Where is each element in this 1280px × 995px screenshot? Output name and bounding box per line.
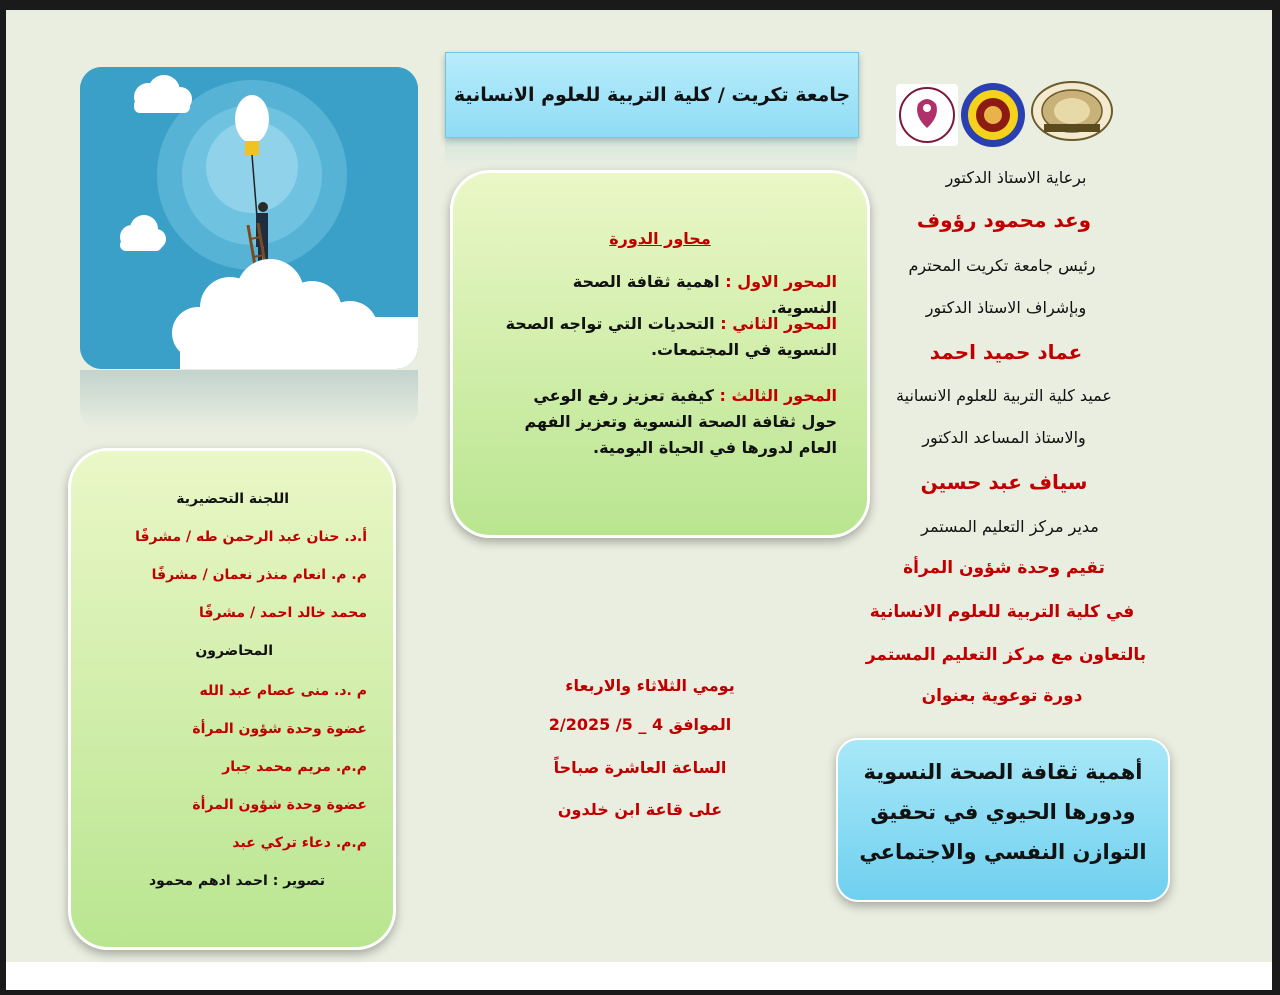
photography-credit: تصوير : احمد ادهم محمود [148, 873, 325, 889]
cooperation-line: بالتعاون مع مركز التعليم المستمر [865, 645, 1147, 665]
axis-text-2: التحديات التي تواجه الصحة النسوية في المجتمعات. [505, 314, 837, 359]
committee-member-3: محمد خالد احمد / مشرفًا [199, 605, 367, 621]
supervision-line: وبإشراف الاستاذ الدكتور [925, 298, 1087, 317]
title-banner [445, 52, 859, 138]
axis-text-1: اهمية ثقافة الصحة النسوية. [572, 272, 837, 317]
course-title-line-1: أهمية ثقافة الصحة النسوية [863, 760, 1143, 784]
schedule-days: يومي الثلاثاء والاربعاء [565, 676, 735, 695]
dean-title: عميد كلية التربية للعلوم الانسانية [896, 386, 1112, 405]
course-axes-box [450, 170, 870, 538]
title-text: جامعة تكريت / كلية التربية للعلوم الانسانية [453, 84, 851, 106]
director-name: سياف عبد حسين [920, 470, 1088, 494]
committee-member-1: أ.د. حنان عبد الرحمن طه / مشرفًا [135, 529, 367, 545]
illustration-reflection [80, 370, 418, 430]
committee-heading: اللجنة التحضيرية [176, 491, 289, 507]
axis-label-3: المحور الثالث : [719, 386, 837, 405]
course-intro: دورة توعوية بعنوان [921, 686, 1083, 706]
lecturer-3: م.م. دعاء تركي عبد [232, 835, 367, 851]
schedule-time: الساعة العاشرة صباحاً [553, 758, 727, 777]
title-reflection [445, 137, 857, 167]
committee-member-2: م. م. انعام منذر نعمان / مشرفًا [151, 567, 367, 583]
course-title-line-3: التوازن النفسي والاجتماعي [859, 840, 1147, 864]
lecturers-heading: المحاضرون [195, 643, 273, 659]
axis-label-1: المحور الاول : [725, 272, 837, 291]
axis-item-3 [503, 383, 837, 461]
schedule-date: الموافق 4 _ 5/ 2/2025 [548, 715, 732, 734]
lecturer-1: م .د. منى عصام عبد الله [199, 683, 367, 699]
university-logo [1030, 80, 1114, 142]
axis-item-2 [503, 311, 837, 363]
schedule-place: على قاعة ابن خلدون [557, 800, 723, 819]
president-title: رئيس جامعة تكريت المحترم [908, 256, 1096, 275]
axis-text-3: كيفية تعزيز رفع الوعي حول ثقافة الصحة النسوية وتعزيز الفهم العام لدورها في الحياة اليومية. [524, 386, 837, 457]
illustration-image [80, 67, 418, 369]
director-title: مدير مركز التعليم المستمر [921, 517, 1099, 536]
course-title-line-2: ودورها الحيوي في تحقيق [870, 800, 1136, 824]
organizer-line: تقيم وحدة شؤون المرأة [903, 558, 1105, 578]
college-line: في كلية التربية للعلوم الانسانية [869, 602, 1135, 622]
lecturer-2: م.م. مريم محمد جبار [222, 759, 367, 775]
patronage-line: برعاية الاستاذ الدكتور [945, 168, 1087, 187]
assistant-line: والاستاذ المساعد الدكتور [922, 428, 1086, 447]
lecturer-1-role: عضوة وحدة شؤون المرأة [192, 721, 367, 737]
president-name: وعد محمود رؤوف [916, 208, 1092, 232]
dean-name: عماد حميد احمد [929, 340, 1083, 364]
axis-label-2: المحور الثاني : [720, 314, 837, 333]
course-title-box [836, 738, 1170, 902]
college-logo [960, 82, 1026, 148]
women-affairs-logo [896, 84, 958, 146]
bottom-strip [6, 962, 1272, 990]
lecturer-2-role: عضوة وحدة شؤون المرأة [192, 797, 367, 813]
committee-box [68, 448, 396, 950]
axes-title: محاور الدورة [609, 229, 711, 248]
